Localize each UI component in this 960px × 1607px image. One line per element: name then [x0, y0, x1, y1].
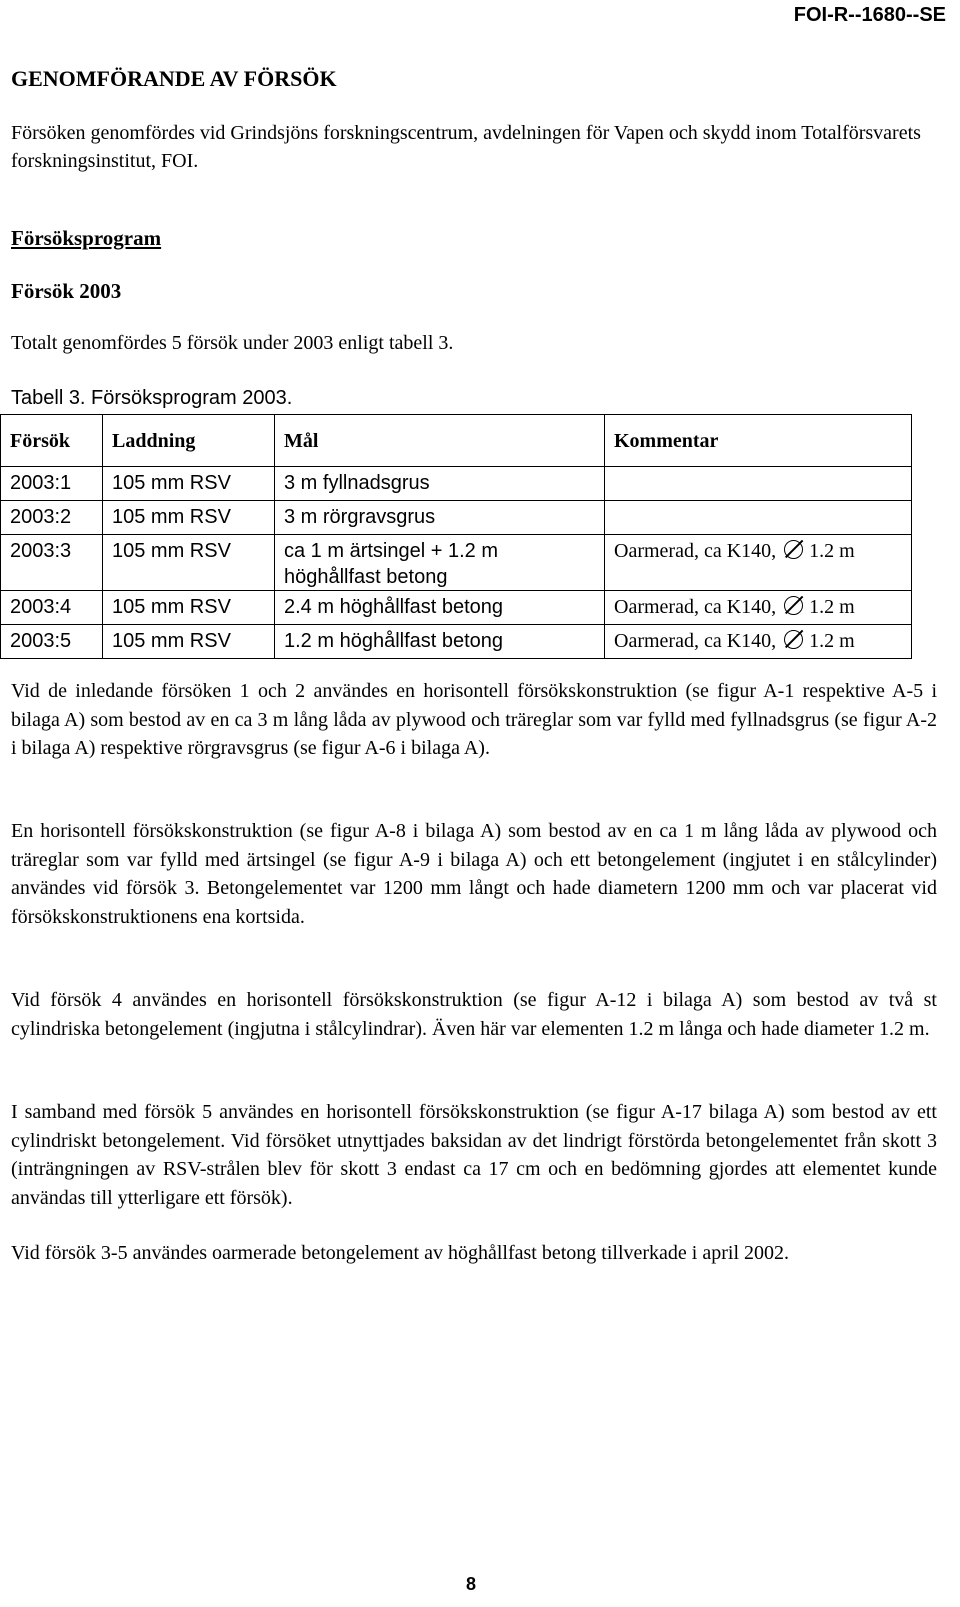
- diameter-value: 1.2 m: [809, 540, 855, 562]
- report-id: FOI-R--1680--SE: [793, 4, 946, 26]
- cell-mal: [275, 535, 605, 591]
- year-heading: Försök 2003: [11, 279, 122, 303]
- test-program-table: [0, 414, 912, 659]
- comment-text: Oarmerad, ca K140,: [614, 540, 777, 562]
- body-paragraph: Vid försök 3-5 användes oarmerade betongelement av höghållfast betong tillverkade i april 2002.: [11, 1242, 789, 1264]
- table-caption: Tabell 3. Försöksprogram 2003.: [11, 387, 293, 409]
- diameter-value: 1.2 m: [809, 630, 855, 652]
- cell-kommentar: [605, 467, 912, 501]
- cell-laddning: 105 mm RSV: [103, 591, 275, 625]
- cell-laddning: 105 mm RSV: [103, 467, 275, 501]
- page-number: 8: [466, 1574, 477, 1594]
- cell-laddning: 105 mm RSV: [103, 625, 275, 659]
- intro-paragraph: Försöken genomfördes vid Grindsjöns forskningscentrum, avdelningen för Vapen och skydd inom Totalförsvarets forskningsinstitut, FOI.: [11, 122, 921, 172]
- comment-text: Oarmerad, ca K140,: [614, 630, 777, 652]
- program-heading: Försöksprogram: [11, 226, 162, 250]
- body-paragraph: I samband med försök 5 användes en horisontell försökskonstruktion (se figur A-17 bilaga A) som bestod av ett cylindriskt betongelement. Vid försöket utnyttjades baksidan av det lindrigt förstörda betongelementet från skott 3 (inträngningen av RSV-strålen blev för skott 3 endast ca 17 cm och en bedömning gjordes att elementet kunde användas till ytterligare ett försök).: [11, 1101, 937, 1209]
- diameter-icon: [784, 540, 803, 559]
- diameter-value: 1.2 m: [809, 596, 855, 618]
- summary-text: Totalt genomfördes 5 försök under 2003 enligt tabell 3.: [11, 332, 454, 354]
- diameter-icon: [784, 596, 803, 615]
- table-row: [1, 501, 912, 535]
- cell-mal: 3 m fyllnadsgrus: [275, 467, 605, 501]
- header-laddning: Laddning: [103, 415, 275, 467]
- cell-laddning: 105 mm RSV: [103, 535, 275, 591]
- cell-forsok: 2003:1: [1, 467, 103, 501]
- cell-mal: 3 m rörgravsgrus: [275, 501, 605, 535]
- cell-forsok: 2003:3: [1, 535, 103, 591]
- cell-kommentar: [605, 501, 912, 535]
- cell-forsok: 2003:4: [1, 591, 103, 625]
- body-paragraph: Vid försök 4 användes en horisontell försökskonstruktion (se figur A-12 i bilaga A) som bestod av två st cylindriska betongelement (ingjutna i stålcylindrar). Även här var elementen 1.2 m långa och hade diameter 1.2 m.: [11, 989, 937, 1040]
- diameter-icon: [784, 630, 803, 649]
- cell-forsok: 2003:5: [1, 625, 103, 659]
- header-mal: Mål: [275, 415, 605, 467]
- cell-forsok: 2003:2: [1, 501, 103, 535]
- table-header-row: [1, 415, 912, 467]
- header-kommentar: Kommentar: [605, 415, 912, 467]
- table-row: [1, 535, 912, 591]
- table-row: [1, 467, 912, 501]
- cell-kommentar: [605, 625, 912, 659]
- table-row: [1, 591, 912, 625]
- header-forsok: Försök: [1, 415, 103, 467]
- body-paragraph: En horisontell försökskonstruktion (se figur A-8 i bilaga A) som bestod av en ca 1 m lång låda av plywood och träreglar som var fylld med ärtsingel (se figur A-9 i bilaga A) och ett betongelement (ingjutet i en stålcylinder) användes vid försök 3. Betongelementet var 1200 mm långt och hade diametern 1200 mm och var placerat vid försökskonstruktionens ena kortsida.: [11, 820, 937, 928]
- cell-kommentar: [605, 591, 912, 625]
- cell-kommentar: [605, 535, 912, 591]
- table-row: [1, 625, 912, 659]
- cell-mal-line2: höghållfast betong: [284, 566, 448, 588]
- cell-mal-line1: ca 1 m ärtsingel + 1.2 m: [284, 540, 498, 562]
- comment-text: Oarmerad, ca K140,: [614, 596, 777, 618]
- cell-mal: 1.2 m höghållfast betong: [275, 625, 605, 659]
- section-heading: GENOMFÖRANDE AV FÖRSÖK: [11, 66, 337, 91]
- cell-laddning: 105 mm RSV: [103, 501, 275, 535]
- body-paragraph: Vid de inledande försöken 1 och 2 användes en horisontell försökskonstruktion (se figur A-1 respektive A-5 i bilaga A) som bestod av en ca 3 m lång låda av plywood och träreglar som var fylld med fyllnadsgrus (se figur A-2 i bilaga A) respektive rörgravsgrus (se figur A-6 i bilaga A).: [11, 680, 937, 759]
- cell-mal: 2.4 m höghållfast betong: [275, 591, 605, 625]
